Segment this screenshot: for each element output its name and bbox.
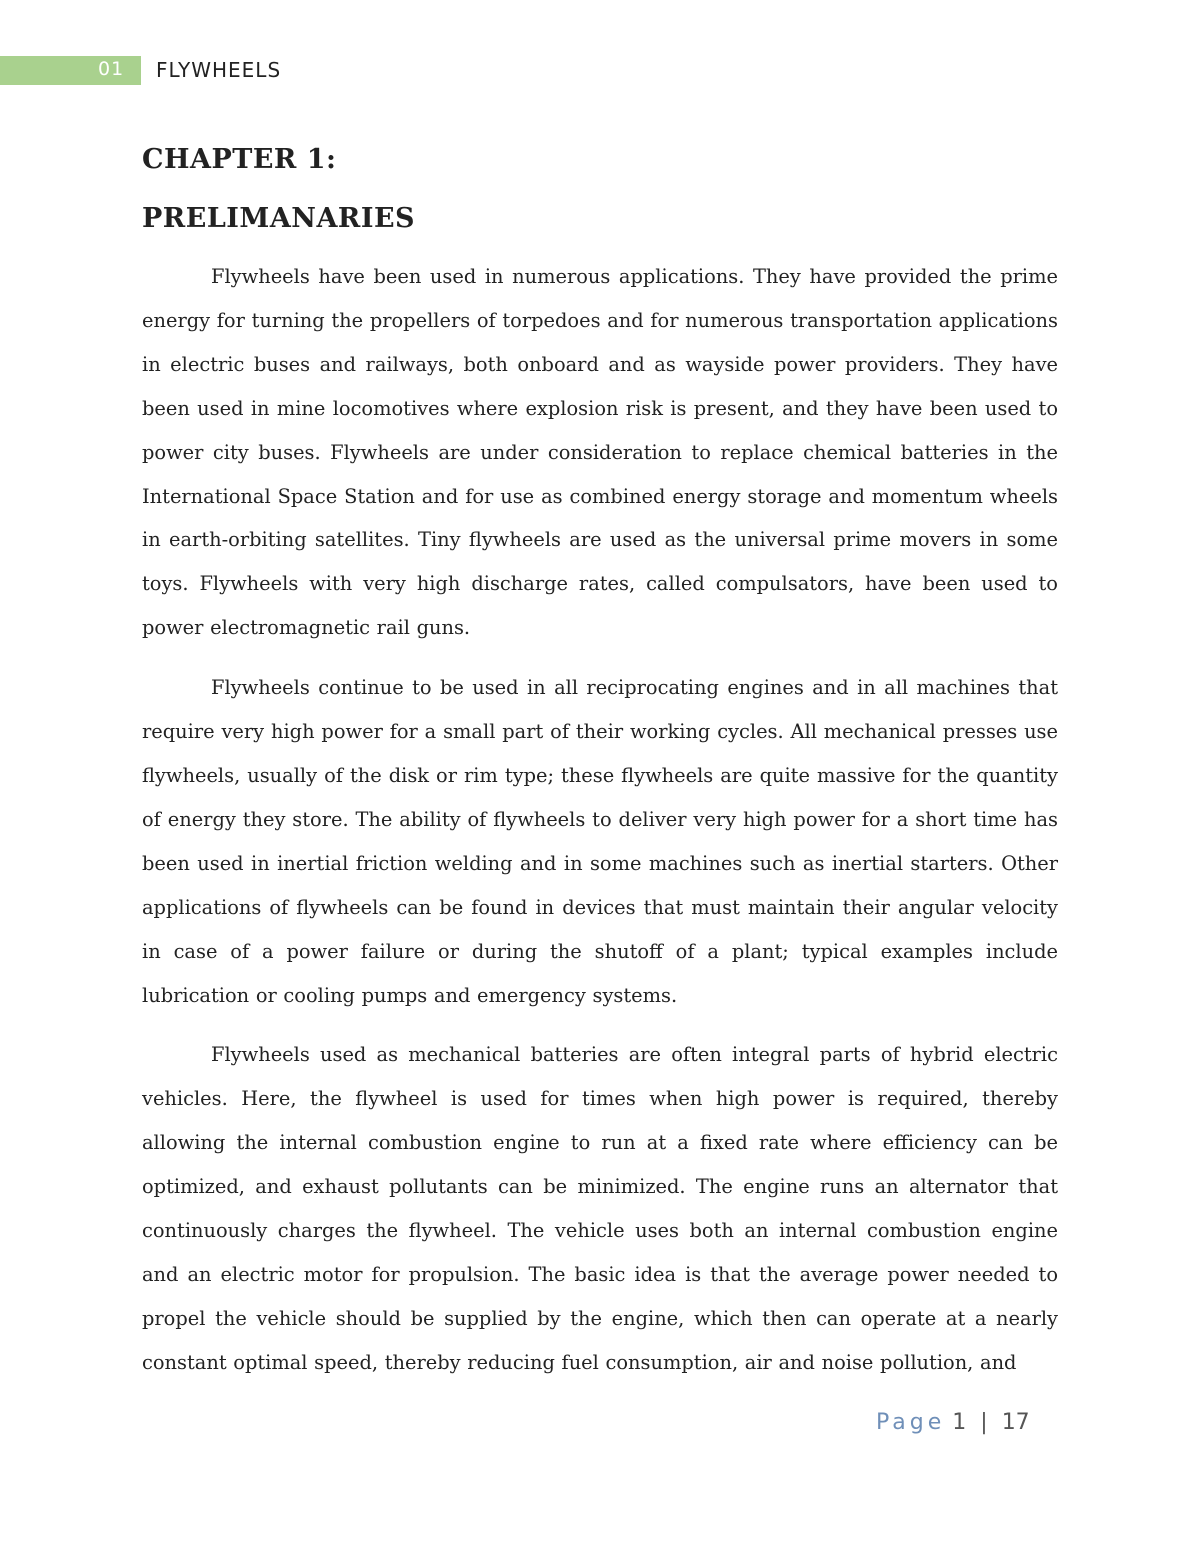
paragraph: Flywheels continue to be used in all reciprocating engines and in all machines that require very high power for a small part of their working cycles. All mechanical presses use flywheels, usually of the disk or rim type; these flywheels are quite massive for the quantity of energy they store. The ability of flywheels to deliver very high power for a short time has been used in inertial friction welding and in some machines such as inertial starters. Other applications of flywheels can be found in devices that must maintain their angular velocity in case of a power failure or during the shutoff of a plant; typical examples include lubrication or cooling pumps and emergency systems.: [142, 676, 1058, 1007]
chapter-label: CHAPTER 1:: [142, 144, 337, 175]
page-label: Page: [876, 1410, 946, 1435]
page-separator: |: [980, 1410, 988, 1435]
page-footer: [876, 1410, 1030, 1435]
header-title: FLYWHEELS: [156, 58, 282, 82]
header-chapter-number: 01: [98, 58, 125, 80]
chapter-title: PRELIMANARIES: [142, 203, 416, 234]
page-number: 1: [952, 1410, 967, 1435]
body-text: [142, 255, 1058, 1401]
total-pages: 17: [1001, 1410, 1030, 1435]
paragraph: Flywheels have been used in numerous applications. They have provided the prime energy for turning the propellers of torpedoes and for numerous transportation applications in electric buses and railways, both onboard and as wayside power providers. They have been used in mine locomotives where explosion risk is present, and they have been used to power city buses. Flywheels are under consideration to replace chemical batteries in the International Space Station and for use as combined energy storage and momentum wheels in earth-orbiting satellites. Tiny flywheels are used as the universal prime movers in some toys. Flywheels with very high discharge rates, called compulsators, have been used to power electromagnetic rail guns.: [142, 265, 1058, 640]
paragraph: Flywheels used as mechanical batteries are often integral parts of hybrid electric vehicles. Here, the flywheel is used for times when high power is required, thereby allowing the internal combustion engine to run at a fixed rate where efficiency can be optimized, and exhaust pollutants can be minimized. The engine runs an alternator that continuously charges the flywheel. The vehicle uses both an internal combustion engine and an electric motor for propulsion. The basic idea is that the average power needed to propel the vehicle should be supplied by the engine, which then can operate at a nearly constant optimal speed, thereby reducing fuel consumption, air and noise pollution, and: [142, 1043, 1058, 1374]
